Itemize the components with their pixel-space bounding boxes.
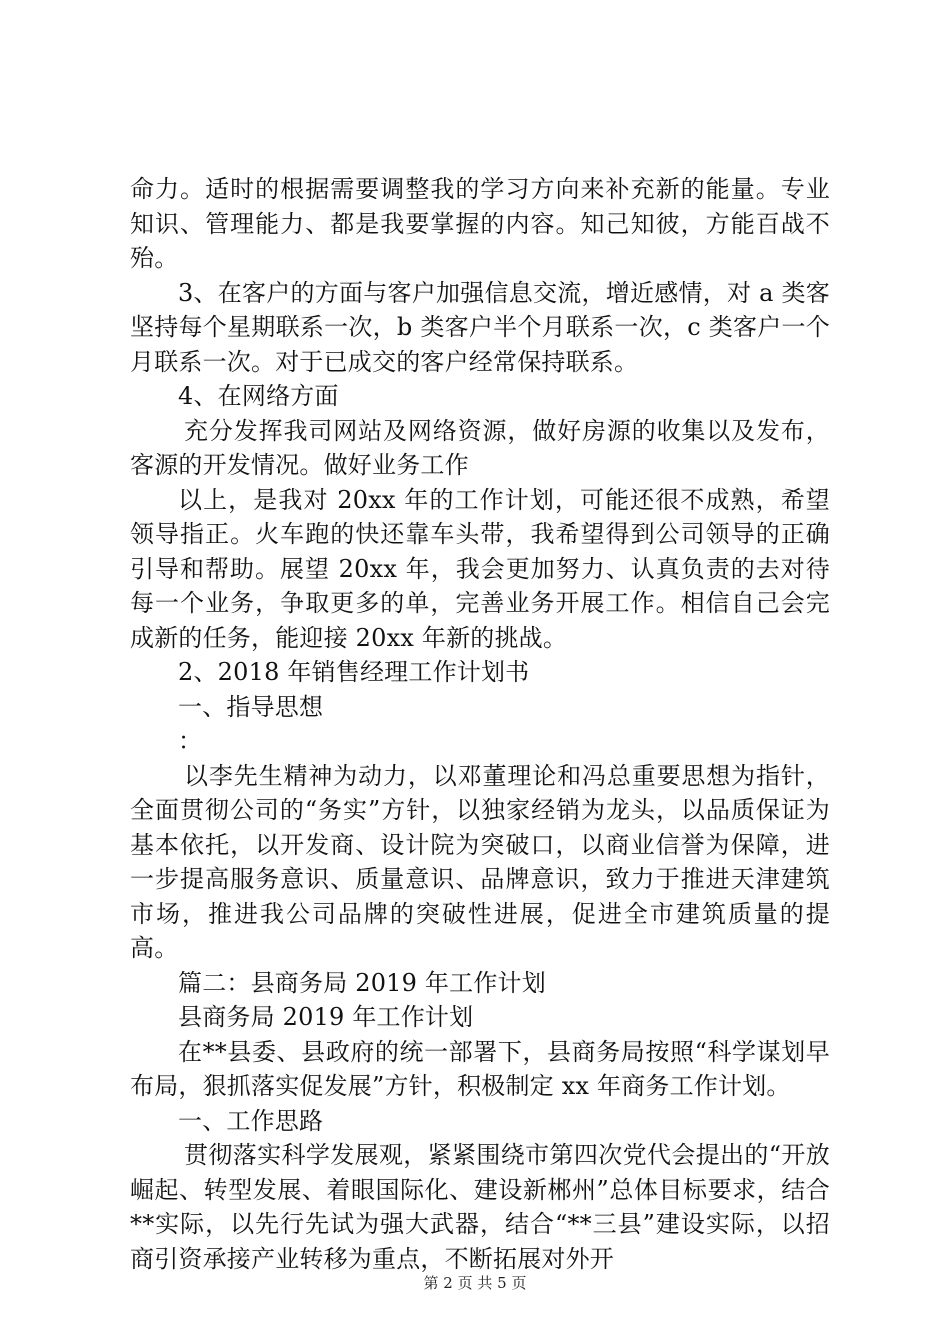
page-number-footer: 第 2 页 共 5 页 (423, 1274, 527, 1292)
section-subtitle-work-plan: 县商务局 2019 年工作计划 (178, 1003, 474, 1031)
section-heading-work-ideas: 一、工作思路 (178, 1106, 324, 1135)
document-body (130, 172, 830, 1276)
paragraph-work-ideas: 贯彻落实科学发展观，紧紧围绕市第四次党代会提出的“开放崛起、转型发展、着眼国际化、建设新郴州”总体目标要求，结合**实际，以先行先试为强大武器，结合“**三县”建设实际，以招商引资承接产业转移为重点，不断拓展对外开 (130, 1141, 830, 1273)
section-title-sales-plan: 2、2018 年销售经理工作计划书 (178, 658, 530, 686)
paragraph-network-heading: 4、在网络方面 (178, 382, 339, 410)
section-title-chapter-two: 篇二：县商务局 2019 年工作计划 (178, 968, 546, 997)
paragraph-deployment: 在**县委、县政府的统一部署下，县商务局按照“科学谋划早布局，狠抓落实促发展”方针，积极制定 xx 年商务工作计划。 (130, 1037, 830, 1100)
paragraph-summary: 以上，是我对 20xx 年的工作计划，可能还很不成熟，希望领导指正。火车跑的快还靠车头带，我希望得到公司领导的正确引导和帮助。展望 20xx 年，我会更加努力、认真负责的去对待每一个业务，争取更多的单，完善业务开展工作。相信自己会完成新的任务，能迎接 20xx 年新的挑战。 (130, 485, 830, 652)
paragraph-client-contact: 3、在客户的方面与客户加强信息交流，增近感情，对 a 类客坚持每个星期联系一次，b 类客户半个月联系一次，c 类客户一个月联系一次。对于已成交的客户经常保持联系。 (130, 278, 830, 376)
paragraph-colon: ： (178, 727, 203, 755)
paragraph-guiding-ideology: 以李先生精神为动力，以邓董理论和冯总重要思想为指针，全面贯彻公司的“务实”方针，以独家经销为龙头，以品质保证为基本依托，以开发商、设计院为突破口，以商业信誉为保障，进一步提高服务意识、质量意识、品牌意识，致力于推进天津建筑市场，推进我公司品牌的突破性进展，促进全市建筑质量的提高。 (130, 761, 830, 962)
section-heading-guiding-ideology: 一、指导思想 (178, 692, 324, 721)
paragraph-network-body: 充分发挥我司网站及网络资源，做好房源的收集以及发布，客源的开发情况。做好业务工作 (130, 416, 830, 479)
paragraph-continuation: 命力。适时的根据需要调整我的学习方向来补充新的能量。专业知识、管理能力、都是我要掌握的内容。知己知彼，方能百战不殆。 (130, 175, 830, 272)
